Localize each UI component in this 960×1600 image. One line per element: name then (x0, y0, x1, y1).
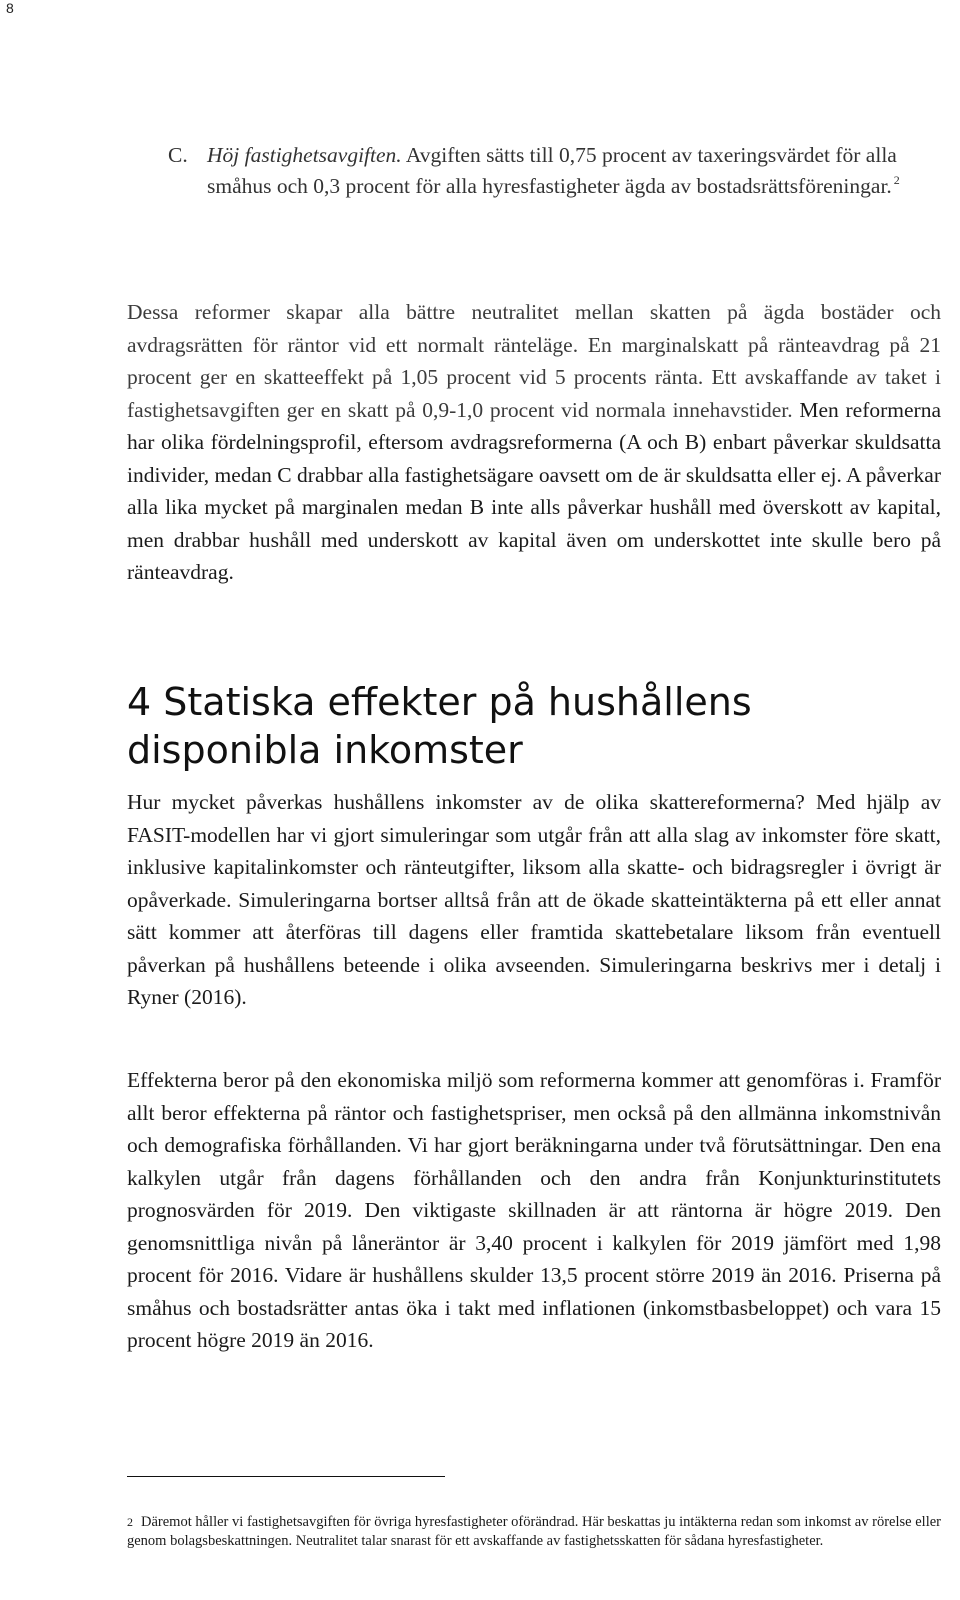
paragraph-reform-neutrality-part1: Dessa reformer skapar alla bättre neutralitet mellan skatten på ägda bostäder och avdragsrätten för räntor vid ett normalt ränteläge. En marginalskatt på ränteavdrag på 21 procent ger en skatteeffekt på 1,05 procent vid 5 procents ränta. Ett avskaffande av taket i fastighetsavgiften ger en skatt på 0,9-1,0 procent vid normala innehavstider. (127, 300, 941, 422)
list-item-c (168, 140, 918, 202)
list-marker: C. (168, 143, 188, 167)
page-number: 8 (6, 0, 14, 16)
section-heading: 4 Statiska effekter på hushållens disponibla inkomster (127, 680, 752, 772)
list-item-text: Avgiften sätts till 0,75 procent av taxeringsvärdet för alla småhus och 0,3 procent för alla hyresfastigheter ägda av bostadsrättsföreningar. (207, 143, 897, 198)
footnote (127, 1513, 941, 1551)
footnote-text: Däremot håller vi fastighetsavgiften för övriga hyresfastigheter oförändrad. Här beskattas ju intäkterna redan som inkomst av rörelse eller genom bolagsbeskattningen. Neutralitet talar snarast för ett avskaffande av fastighetsskatten för sådana hyresfastigheter. (127, 1514, 941, 1549)
paragraph-economic-environment: Effekterna beror på den ekonomiska miljö som reformerna kommer att genomföras i. Framför allt beror effekterna på räntor och fastighetspriser, men också på den allmänna inkomstnivån och demografiska förhållanden. Vi har gjort beräkningarna under två förutsättningar. Den ena kalkylen utgår från dagens förhållanden och den andra från Konjunkturinstitutets prognosvärden för 2019. Den viktigaste skillnaden är att räntorna är högre 2019. Den genomsnittliga nivån på låneräntor är 3,40 procent i kalkylen för 2019 jämfört med 1,98 procent för 2016. Vidare är hushållens skulder 13,5 procent större 2019 än 2016. Priserna på småhus och bostadsrätter antas öka i takt med inflationen (inkomstbasbeloppet) och vara 15 procent högre 2019 än 2016. (127, 1068, 941, 1352)
footnote-divider (127, 1476, 445, 1477)
paragraph-simulation: Hur mycket påverkas hushållens inkomster av de olika skattereformerna? Med hjälp av FASIT-modellen har vi gjort simuleringar som utgår från att alla slag av inkomster före skatt, inklusive kapitalinkomster och ränteutgifter, liksom alla skatte- och bidragsregler i övrigt är opåverkade. Simuleringarna bortser alltså från att de ökade skatteintäkterna på ett eller annat sätt kommer att återföras till dagens eller framtida skattebetalare liksom från eventuell påverkan på hushållens beteende i olika avseenden. Simuleringarna beskrivs mer i detalj i Ryner (2016). (127, 790, 941, 1009)
footnote-reference[interactable]: 2 (893, 173, 900, 187)
footnote-number: 2 (127, 1515, 133, 1529)
list-item-body (207, 140, 927, 202)
paragraph-reform-neutrality (127, 296, 941, 589)
paragraph-reform-neutrality-part2: Men reformerna har olika fördelningsprofil, eftersom avdragsreformerna (A och B) enbart påverkar skuldsatta individer, medan C drabbar alla fastighetsägare oavsett om de är skuldsatta eller ej. A påverkar alla lika mycket på marginalen medan B inte alls påverkar hushåll med överskott av kapital, men drabbar hushåll med underskott av kapital även om underskottet inte skulle bero på ränteavdrag. (127, 397, 942, 584)
list-item-lead: Höj fastighetsavgiften. (207, 143, 402, 167)
